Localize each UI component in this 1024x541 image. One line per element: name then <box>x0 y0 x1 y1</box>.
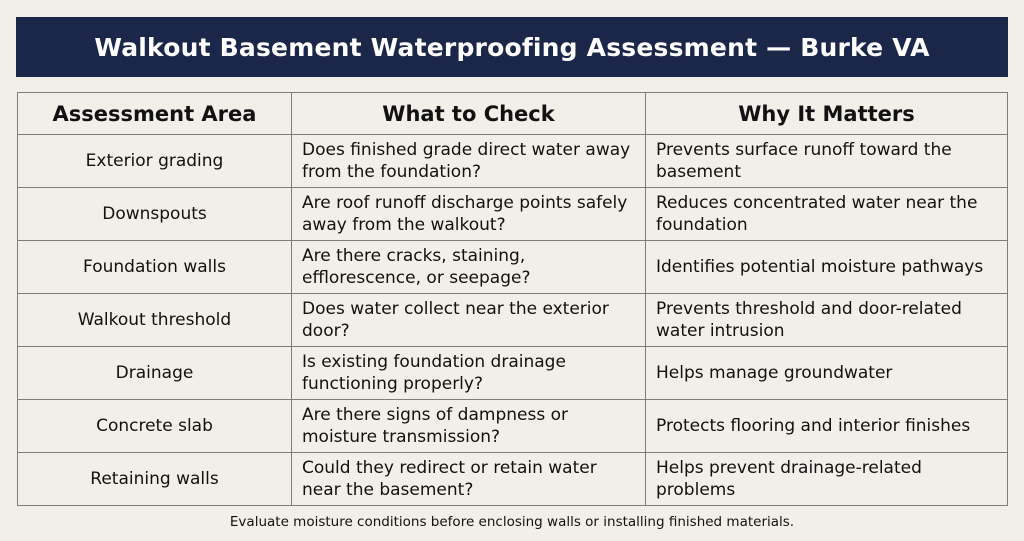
assessment-area-cell: Retaining walls <box>18 453 292 506</box>
table-row <box>18 294 1008 347</box>
table-row <box>18 400 1008 453</box>
why-it-matters-cell: Helps manage groundwater <box>646 347 1008 400</box>
assessment-area-cell: Concrete slab <box>18 400 292 453</box>
assessment-table <box>17 92 1008 506</box>
what-to-check-cell: Are there cracks, staining, efflorescence, or seepage? <box>292 241 646 294</box>
why-it-matters-cell: Prevents threshold and door-related water intrusion <box>646 294 1008 347</box>
why-it-matters-cell: Prevents surface runoff toward the basement <box>646 135 1008 188</box>
table-row <box>18 188 1008 241</box>
assessment-area-cell: Drainage <box>18 347 292 400</box>
table-row <box>18 453 1008 506</box>
table-header-row <box>18 93 1008 135</box>
assessment-area-cell: Walkout threshold <box>18 294 292 347</box>
column-header-what-to-check: What to Check <box>292 93 646 135</box>
table-row <box>18 347 1008 400</box>
what-to-check-cell: Does water collect near the exterior door? <box>292 294 646 347</box>
why-it-matters-cell: Protects flooring and interior finishes <box>646 400 1008 453</box>
assessment-area-cell: Exterior grading <box>18 135 292 188</box>
what-to-check-cell: Is existing foundation drainage functioning properly? <box>292 347 646 400</box>
why-it-matters-cell: Helps prevent drainage-related problems <box>646 453 1008 506</box>
why-it-matters-cell: Identifies potential moisture pathways <box>646 241 1008 294</box>
footer-note: Evaluate moisture conditions before enclosing walls or installing finished materials. <box>229 514 795 530</box>
why-it-matters-cell: Reduces concentrated water near the foundation <box>646 188 1008 241</box>
what-to-check-cell: Does finished grade direct water away from the foundation? <box>292 135 646 188</box>
assessment-area-cell: Foundation walls <box>18 241 292 294</box>
what-to-check-cell: Are there signs of dampness or moisture transmission? <box>292 400 646 453</box>
what-to-check-cell: Could they redirect or retain water near the basement? <box>292 453 646 506</box>
table-row <box>18 241 1008 294</box>
title-banner <box>16 17 1008 77</box>
column-header-assessment-area: Assessment Area <box>18 93 292 135</box>
column-header-why-it-matters: Why It Matters <box>646 93 1008 135</box>
what-to-check-cell: Are roof runoff discharge points safely away from the walkout? <box>292 188 646 241</box>
page-title: Walkout Basement Waterproofing Assessment — Burke VA <box>94 32 930 62</box>
table-row <box>18 135 1008 188</box>
assessment-area-cell: Downspouts <box>18 188 292 241</box>
